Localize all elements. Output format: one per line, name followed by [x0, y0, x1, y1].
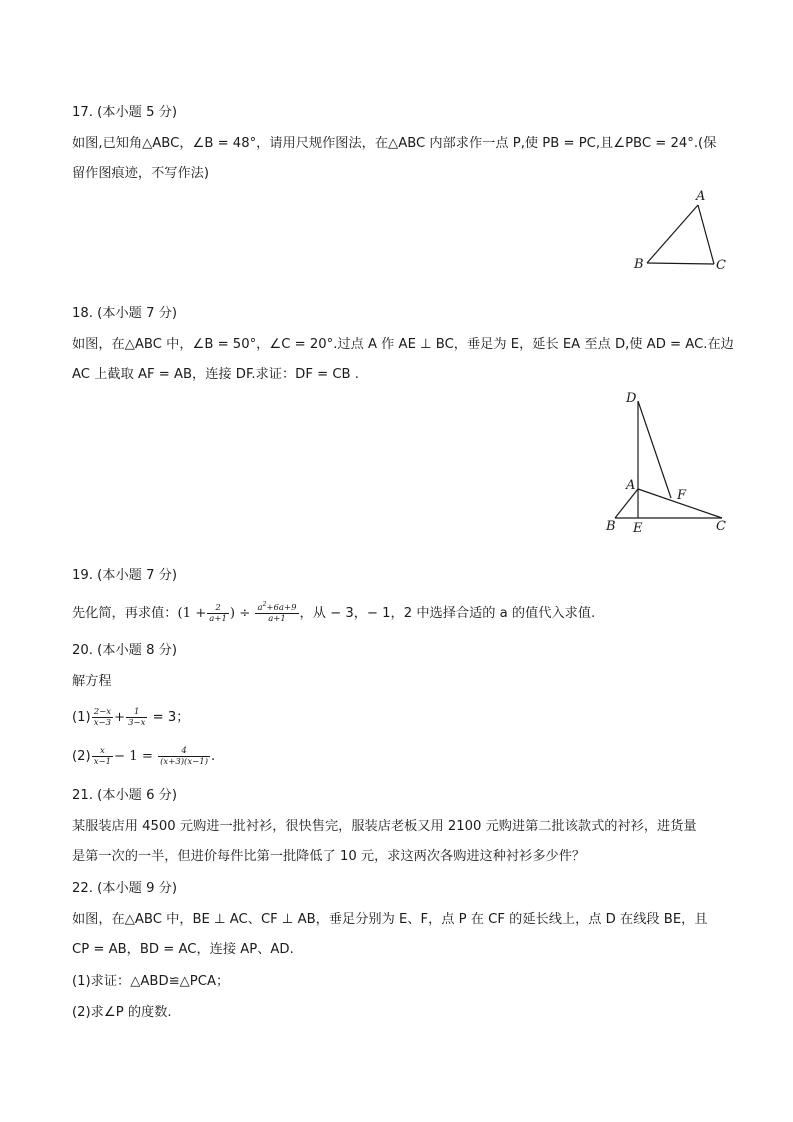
segment-bc	[647, 263, 714, 264]
problem-20-equation-1	[72, 705, 189, 731]
problem-19-expression	[72, 601, 595, 627]
eq2-f1-numerator: x	[92, 746, 113, 757]
problem-20-intro: 解方程	[72, 674, 112, 689]
label-a: A	[696, 189, 706, 204]
problem-17-header: 17. (本小题 5 分)	[72, 105, 177, 120]
eq1-label: (1)	[72, 710, 91, 725]
segment-ac	[698, 205, 714, 264]
fraction-2-over-a-plus-1	[207, 603, 229, 624]
problem-22-text-line-1: 如图，在△ABC 中，BE ⊥ AC、CF ⊥ AB，垂足分别为 E、F，点 P 在 CF 的延长线上，点 D 在线段 BE，且	[72, 912, 708, 927]
label-c: C	[716, 519, 726, 534]
eq1-f1-numerator: 2−x	[93, 706, 112, 717]
label-d: D	[626, 391, 637, 406]
problem-22-part-1: (1)求证：△ABD≌△PCA；	[72, 974, 230, 989]
label-b: B	[606, 519, 616, 534]
eq2-fraction-2	[158, 746, 210, 767]
problem-17-text-line-1: 如图,已知角△ABC，∠B = 48°，请用尺规作图法，在△ABC 内部求作一点 P,使 PB = PC,且∠PBC = 24°.(保	[72, 136, 717, 151]
expr-close: ) ÷	[229, 606, 251, 621]
expr-open: (1 +	[177, 606, 207, 621]
segment-ab	[647, 205, 698, 263]
eq1-fraction-2	[126, 707, 147, 728]
problem-18-text-line-1: 如图，在△ABC 中，∠B = 50°，∠C = 20°.过点 A 作 AE ⊥ BC，垂足为 E，延长 EA 至点 D,使 AD = AC.在边	[72, 337, 734, 352]
eq1-f2-denominator: 3−x	[128, 717, 146, 728]
eq2-middle: − 1 =	[114, 749, 153, 764]
problem-18-header: 18. (本小题 7 分)	[72, 306, 177, 321]
problem-20-header: 20. (本小题 8 分)	[72, 643, 177, 658]
frac1-numerator: 2	[207, 603, 229, 614]
triangle-abc-figure-17	[620, 180, 740, 275]
problem-21-header: 21. (本小题 6 分)	[72, 788, 177, 803]
label-c: C	[716, 258, 726, 273]
problem-21-text-line-2: 是第一次的一半，但进价每件比第一批降低了 10 元，求这两次各购进这种衬衫多少件？	[72, 849, 586, 864]
frac1-denominator: a+1	[209, 613, 227, 624]
fraction-quadratic-over-a-plus-1	[255, 600, 298, 624]
problem-22-text-line-2: CP = AB，BD = AC，连接 AP、AD.	[72, 942, 294, 957]
eq2-f2-numerator: 4	[158, 746, 210, 757]
eq2-label: (2)	[72, 749, 91, 764]
triangle-figure-18	[595, 385, 740, 545]
eq1-fraction-1	[92, 707, 113, 728]
problem-20-equation-2	[72, 744, 215, 770]
segment-ba	[615, 489, 638, 518]
eq2-f2-denominator: (x+3)(x−1)	[160, 756, 209, 767]
problem-17-text-line-2: 留作图痕迹，不写作法)	[72, 166, 210, 181]
label-a: A	[626, 478, 636, 493]
label-e: E	[633, 521, 643, 536]
problem-18-text-line-2: AC 上截取 AF = AB，连接 DF.求证：DF = CB .	[72, 367, 359, 382]
label-f: F	[677, 488, 687, 503]
segment-df	[638, 401, 671, 498]
eq1-plus: +	[114, 710, 126, 725]
frac2-denominator: a+1	[268, 613, 286, 624]
eq1-f2-numerator: 1	[126, 707, 147, 718]
problem-22-part-2: (2)求∠P 的度数.	[72, 1005, 172, 1020]
eq1-f1-denominator: x−3	[93, 717, 112, 728]
eq2-f1-denominator: x−1	[93, 756, 112, 767]
label-b: B	[634, 257, 644, 272]
problem-21-text-line-1: 某服装店用 4500 元购进一批衬衫，很快售完，服装店老板又用 2100 元购进第二批该款式的衬衫，进货量	[72, 819, 697, 834]
problem-19-suffix: ，从 − 3，− 1，2 中选择合适的 a 的值代入求值.	[299, 606, 596, 621]
eq2-fraction-1	[92, 746, 113, 767]
problem-19-header: 19. (本小题 7 分)	[72, 568, 177, 583]
frac2-numerator: $a^2+6a+9$	[257, 600, 297, 613]
problem-19-prefix: 先化简，再求值：	[72, 606, 178, 621]
eq2-end: .	[211, 749, 216, 764]
problem-22-header: 22. (本小题 9 分)	[72, 881, 177, 896]
eq1-rhs: = 3；	[152, 710, 190, 725]
